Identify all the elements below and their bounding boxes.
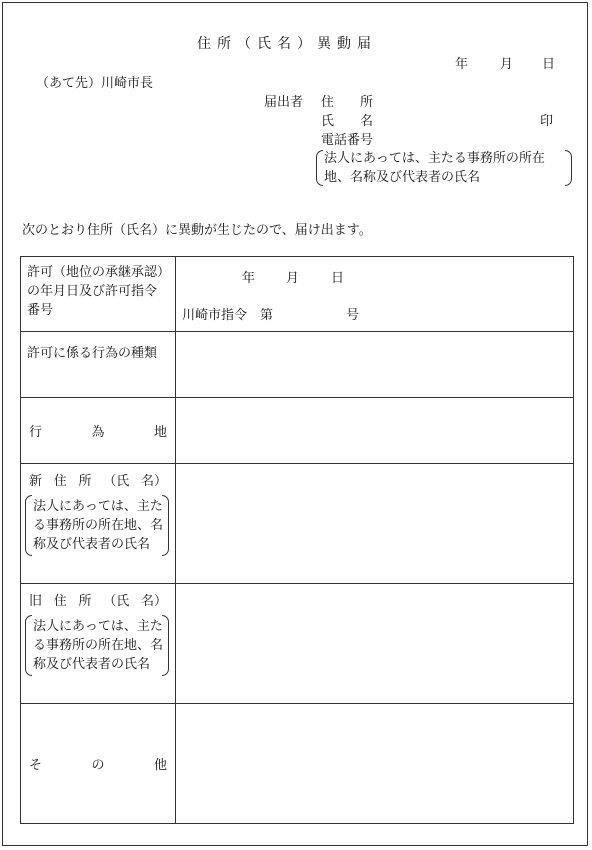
corporate-note-line1: 法人にあっては、主たる事務所の所在 [324,151,545,166]
seal-mark: 印 [540,114,554,129]
value-cell[interactable] [176,332,574,398]
value-cell[interactable] [176,704,574,824]
label-cell [21,464,176,584]
addressee: （あて先）川崎市長 [36,76,154,91]
value-cell[interactable] [176,464,574,584]
value-cell[interactable] [176,257,574,332]
name-label: 氏 名 [321,114,374,129]
new-address-label: 新 住 所 （氏 名） [29,474,167,489]
label-cell [21,398,176,464]
table-row-old-address [21,584,574,704]
corporate-note-line2: 地、名称及び代表者の氏名 [324,170,481,185]
table-row-activity-type [21,332,574,398]
form-title: 住所（氏名）異動届 [197,36,377,52]
old-address-label: 旧 住 所 （氏 名） [29,594,167,609]
header-date-year: 年 [455,57,469,72]
corporate-note [316,149,572,187]
address-label: 住 所 [321,95,374,110]
phone-label: 電話番号 [321,133,374,148]
old-address-note: 法人にあっては、主たる事務所の所在地、名称及び代表者の氏名 [25,615,169,676]
table-row-new-address [21,464,574,584]
table-row-other [21,704,574,824]
permit-year: 年 [242,271,256,286]
permit-day: 日 [331,271,345,286]
value-cell[interactable] [176,584,574,704]
header-date-month: 月 [500,57,514,72]
form-table [20,256,574,824]
other-label: そ の 他 [29,758,167,773]
activity-type-label: 許可に係る行為の種類 [27,346,158,361]
label-cell [21,584,176,704]
permit-month: 月 [286,271,300,286]
order-suffix: 号 [346,308,360,323]
label-cell [21,704,176,824]
activity-site-label: 行 為 地 [29,425,167,440]
applicant-label: 届出者 [264,95,304,110]
new-address-note: 法人にあっては、主たる事務所の所在地、名称及び代表者の氏名 [25,495,169,556]
table-row-permit-date [21,257,574,332]
order-prefix: 川崎市指令 第 [182,308,274,323]
label-cell [21,257,176,332]
value-cell[interactable] [176,398,574,464]
header-date-day: 日 [542,57,556,72]
intro-text: 次のとおり住所（氏名）に異動が生じたので、届け出ます。 [22,223,372,238]
permit-date-label: 許可（地位の承継承認）の年月日及び許可指令番号 [27,265,164,318]
label-cell [21,332,176,398]
table-row-activity-site [21,398,574,464]
